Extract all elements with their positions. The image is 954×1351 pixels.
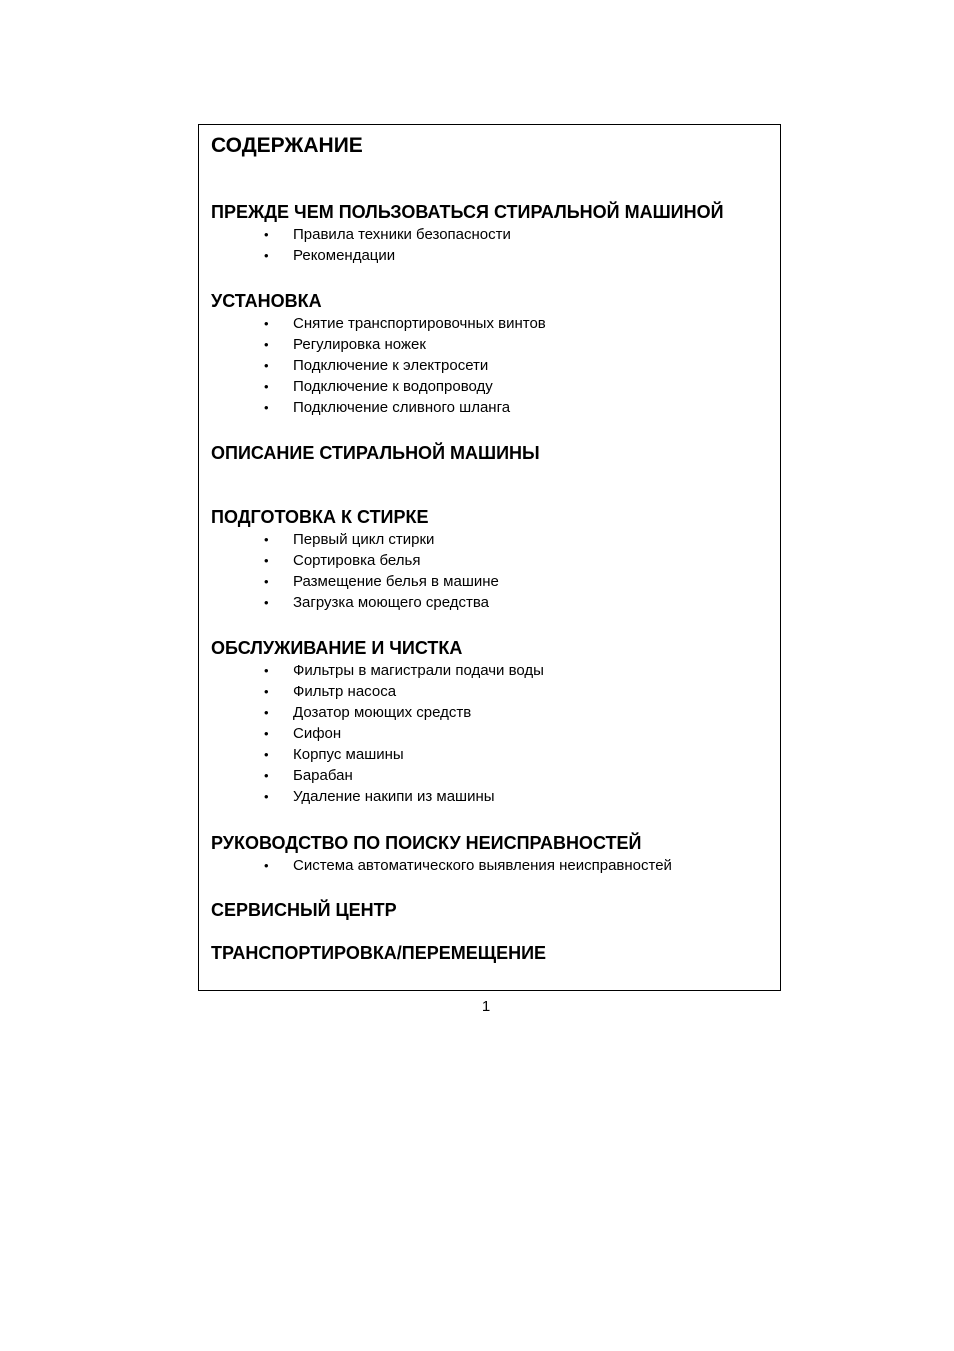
section-items [199,224,780,266]
toc-title: СОДЕРЖАНИЕ [211,134,363,157]
bullet-icon: • [264,789,269,804]
list-item-label: Рекомендации [293,247,396,264]
toc-section-service-center [199,899,780,921]
list-item-label: Фильтры в магистрали подачи воды [293,662,544,679]
list-item [199,744,780,765]
list-item-label: Фильтр насоса [293,683,397,700]
list-item-label: Размещение белья в машине [293,573,499,590]
list-item [199,592,780,613]
section-heading: ПРЕЖДЕ ЧЕМ ПОЛЬЗОВАТЬСЯ СТИРАЛЬНОЙ МАШИНОЙ [211,202,724,222]
list-item-label: Корпус машины [293,746,404,763]
section-items [199,529,780,613]
list-item [199,681,780,702]
section-items [199,855,780,876]
list-item-label: Подключение сливного шланга [293,399,511,416]
toc-section-machine-description [199,442,780,464]
list-item-label: Удаление накипи из машины [293,788,495,805]
table-of-contents [198,124,781,991]
bullet-icon: • [264,595,269,610]
list-item [199,397,780,418]
bullet-icon: • [264,400,269,415]
bullet-icon: • [264,248,269,263]
list-item-label: Барабан [293,767,353,784]
toc-section-installation [199,290,780,418]
list-item-label: Подключение к водопроводу [293,378,493,395]
bullet-icon: • [264,358,269,373]
list-item-label: Дозатор моющих средств [293,704,472,721]
list-item [199,723,780,744]
bullet-icon: • [264,705,269,720]
toc-section-before-use [199,201,780,266]
list-item [199,660,780,681]
list-item-label: Регулировка ножек [293,336,426,353]
section-heading: РУКОВОДСТВО ПО ПОИСКУ НЕИСПРАВНОСТЕЙ [211,833,642,853]
bullet-icon: • [264,747,269,762]
list-item-label: Первый цикл стирки [293,531,435,548]
list-item-label: Снятие транспортировочных винтов [293,315,546,332]
list-item [199,529,780,550]
list-item [199,855,780,876]
bullet-icon: • [264,768,269,783]
section-heading: ПОДГОТОВКА К СТИРКЕ [211,507,429,527]
bullet-icon: • [264,858,269,873]
list-item [199,571,780,592]
list-item [199,334,780,355]
section-heading: ОБСЛУЖИВАНИЕ И ЧИСТКА [211,638,463,658]
bullet-icon: • [264,663,269,678]
bullet-icon: • [264,337,269,352]
section-heading: ОПИСАНИЕ СТИРАЛЬНОЙ МАШИНЫ [211,443,540,463]
list-item-label: Система автоматического выявления неисправностей [293,857,672,874]
section-heading: СЕРВИСНЫЙ ЦЕНТР [211,900,397,920]
page-number: 1 [481,998,491,1015]
toc-section-wash-preparation [199,506,780,613]
list-item [199,245,780,266]
bullet-icon: • [264,379,269,394]
list-item [199,550,780,571]
list-item [199,313,780,334]
section-items [199,313,780,418]
list-item [199,376,780,397]
list-item [199,355,780,376]
toc-section-transportation [199,942,780,964]
toc-section-troubleshooting [199,832,780,876]
section-items [199,660,780,807]
bullet-icon: • [264,684,269,699]
bullet-icon: • [264,553,269,568]
list-item-label: Подключение к электросети [293,357,489,374]
bullet-icon: • [264,316,269,331]
bullet-icon: • [264,532,269,547]
section-heading: ТРАНСПОРТИРОВКА/ПЕРЕМЕЩЕНИЕ [211,943,547,963]
list-item-label: Загрузка моющего средства [293,594,490,611]
list-item [199,702,780,723]
list-item-label: Сортировка белья [293,552,421,569]
list-item [199,786,780,807]
bullet-icon: • [264,574,269,589]
list-item [199,765,780,786]
list-item-label: Сифон [293,725,342,742]
bullet-icon: • [264,726,269,741]
list-item [199,224,780,245]
toc-section-maintenance [199,637,780,807]
bullet-icon: • [264,227,269,242]
list-item-label: Правила техники безопасности [293,226,511,243]
section-heading: УСТАНОВКА [211,291,322,311]
